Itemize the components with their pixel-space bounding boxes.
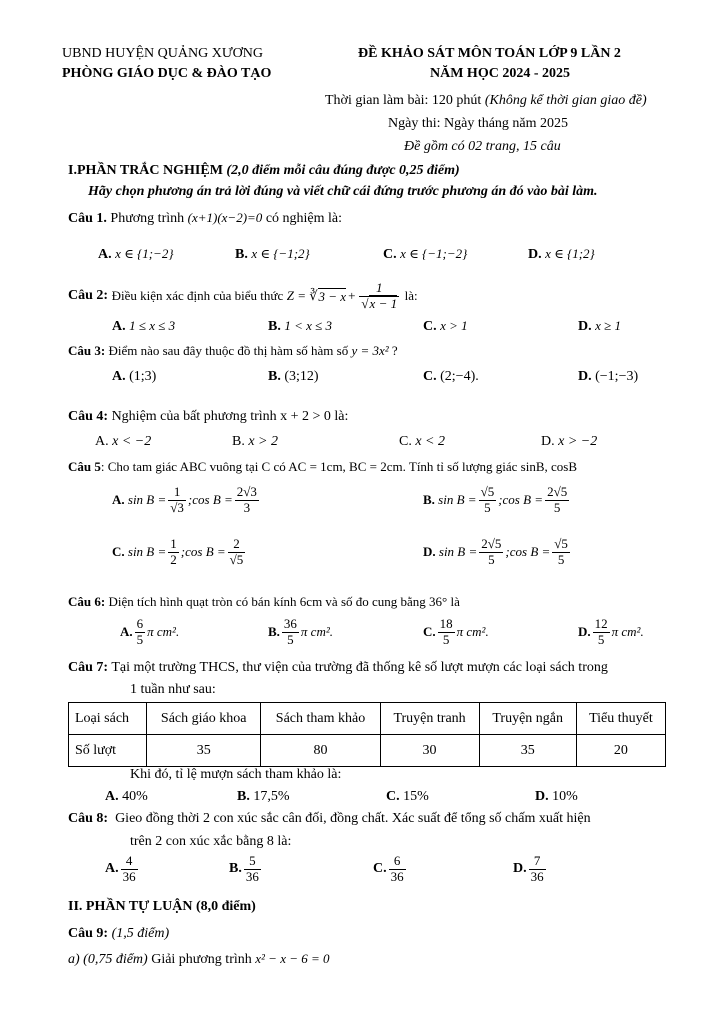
question-5	[68, 459, 577, 475]
header-office: PHÒNG GIÁO DỤC & ĐÀO TẠO	[62, 66, 272, 81]
q3-option-c: C. (2;−4).	[423, 369, 479, 384]
q3-option-b: B. (3;12)	[268, 369, 319, 384]
q6-option-d: D. $\frac{12}{5}$ π cm².	[578, 616, 644, 647]
table-header-cell: Tiểu thuyết	[576, 703, 665, 735]
q7-table	[68, 702, 666, 767]
q4-option-d: D. x > −2	[541, 434, 598, 449]
q2-fraction	[359, 281, 399, 312]
q2-expr-lhs: Z = ∛	[286, 288, 318, 303]
part1-instruction: Hãy chọn phương án trả lời đúng và viết chữ cái đứng trước phương án đó vào bài làm.	[88, 184, 598, 199]
q7-label: Câu 7:	[68, 660, 109, 675]
q9a-points: a) (0,75 điểm)	[68, 952, 148, 967]
q3-expr: y = 3x²	[351, 343, 389, 358]
q8-text-line2: trên 2 con xúc xắc bằng 8 là:	[130, 834, 292, 849]
table-cell: 35	[479, 735, 576, 767]
q2-option-c: C. x > 1	[423, 318, 468, 334]
q7-text-line1: Tại một trường THCS, thư viện của trường đã thống kê số lượt mượn các loại sách trong	[111, 660, 608, 675]
q6-label: Câu 6:	[68, 594, 106, 609]
table-header-cell: Sách giáo khoa	[146, 703, 261, 735]
q8-option-d: D. $\frac{7}{36}$	[513, 853, 544, 884]
q7-option-b: B. 17,5%	[237, 789, 290, 804]
q1-text: Phương trình	[110, 211, 185, 226]
q9a-text: Giải phương trình	[151, 952, 252, 967]
q2-label: Câu 2:	[68, 288, 109, 303]
school-year: NĂM HỌC 2024 - 2025	[430, 66, 570, 81]
q8-label: Câu 8:	[68, 811, 109, 826]
q1-option-c: C. x ∈ {−1;−2}	[383, 246, 468, 262]
table-cell: 30	[380, 735, 479, 767]
question-9	[68, 926, 169, 942]
question-3	[68, 343, 398, 359]
q1-suffix: có nghiệm là:	[265, 211, 343, 226]
table-cell: 80	[261, 735, 380, 767]
q2-radicand: 3 − x	[318, 288, 347, 304]
q8-option-c: C. $\frac{6}{36}$	[373, 853, 404, 884]
q9-part-a	[68, 951, 330, 968]
table-row	[69, 703, 666, 735]
q3-option-a: A. (1;3)	[112, 369, 157, 384]
q3-label: Câu 3:	[68, 343, 106, 358]
exam-title: ĐỀ KHẢO SÁT MÔN TOÁN LỚP 9 LẦN 2	[358, 46, 621, 61]
pages-note: Đề gồm có 02 trang, 15 câu	[404, 139, 561, 154]
q7-option-d: D. 10%	[535, 789, 578, 804]
q9-points: (1,5 điểm)	[111, 926, 170, 941]
table-cell: Số lượt	[69, 735, 147, 767]
table-cell: 35	[146, 735, 261, 767]
part1-title: I.PHẦN TRẮC NGHIỆM	[68, 163, 223, 178]
q1-expr: (x+1)(x−2)=0	[187, 210, 263, 225]
q1-option-b: B. x ∈ {−1;2}	[235, 246, 310, 262]
q6-option-c: C. $\frac{18}{5}$ π cm².	[423, 616, 489, 647]
q4-option-c: C. x < 2	[399, 434, 446, 449]
q1-label: Câu 1.	[68, 211, 107, 226]
part1-heading	[68, 163, 460, 179]
q9-label: Câu 9:	[68, 926, 109, 941]
q2-option-b: B. 1 < x ≤ 3	[268, 318, 333, 334]
table-header-cell: Truyện ngắn	[479, 703, 576, 735]
table-header-cell: Truyện tranh	[380, 703, 479, 735]
question-7	[68, 660, 608, 676]
question-8	[68, 811, 591, 827]
q7-text-line2: 1 tuần như sau:	[130, 682, 216, 697]
q2-frac-den: √x − 1	[361, 295, 398, 311]
table-header-cell: Loại sách	[69, 703, 147, 735]
part2-title: II. PHẦN TỰ LUẬN (8,0 điểm)	[68, 899, 256, 914]
q1-option-a: A. x ∈ {1;−2}	[98, 246, 174, 262]
question-6	[68, 594, 460, 610]
q1-option-d: D. x ∈ {1;2}	[528, 246, 595, 262]
q3-text: Điểm nào sau đây thuộc đồ thị hàm số hàm số	[108, 343, 349, 358]
q9a-expr: x² − x − 6 = 0	[255, 951, 330, 966]
q6-text: Diện tích hình quạt tròn có bán kính 6cm và số đo cung bằng 36° là	[108, 594, 460, 609]
q4-text: Nghiệm của bất phương trình x + 2 > 0 là:	[111, 409, 349, 424]
duration-note: (Không kể thời gian giao đề)	[484, 93, 647, 108]
q4-option-b: B. x > 2	[232, 434, 279, 449]
q8-text-line1: Gieo đồng thời 2 con xúc sắc cân đối, đồng chất. Xác suất để tổng số chấm xuất hiện	[115, 811, 591, 826]
q2-suffix: là:	[404, 288, 418, 303]
q8-option-b: B. $\frac{5}{36}$	[229, 853, 259, 884]
part1-note: (2,0 điểm mỗi câu đúng được 0,25 điểm)	[226, 163, 460, 178]
table-cell: 20	[576, 735, 665, 767]
q2-option-a: A. 1 ≤ x ≤ 3	[112, 318, 176, 334]
duration-text: Thời gian làm bài: 120 phút	[325, 93, 482, 108]
q2-option-d: D. x ≥ 1	[578, 318, 622, 334]
q7-option-c: C. 15%	[386, 789, 429, 804]
question-1	[68, 210, 342, 227]
q6-option-b: B. $\frac{36}{5}$ π cm².	[268, 616, 333, 647]
q3-option-d: D. (−1;−3)	[578, 369, 639, 384]
header-department: UBND HUYỆN QUẢNG XƯƠNG	[62, 46, 264, 61]
q7-question: Khi đó, tỉ lệ mượn sách tham khảo là:	[130, 767, 342, 782]
q2-frac-num: 1	[359, 281, 399, 297]
question-4	[68, 409, 348, 425]
q4-option-a: A. x < −2	[95, 434, 152, 449]
q5-text: : Cho tam giác ABC vuông tại C có AC = 1cm, BC = 2cm. Tính tỉ số lượng giác sinB, cosB	[100, 459, 577, 474]
q6-option-a: A. $\frac{6}{5}$ π cm².	[120, 616, 180, 647]
table-row	[69, 735, 666, 767]
exam-duration	[325, 93, 647, 109]
q2-plus: +	[348, 288, 356, 303]
q5-option-c: C. sin B = $\frac{1}{2}$ ;cos B = $\frac{2}{√5}$	[112, 536, 244, 567]
q5-option-d: D. sin B = $\frac{2√5}{5}$ ;cos B = $\frac{√5}{5}$	[423, 536, 568, 567]
q8-option-a: A. $\frac{4}{36}$	[105, 853, 136, 884]
q5-option-b: B. sin B = $\frac{√5}{5}$ ;cos B = $\frac{2√5}{5}$	[423, 484, 568, 515]
q2-text: Điều kiện xác định của biểu thức	[111, 288, 284, 303]
exam-date: Ngày thi: Ngày tháng năm 2025	[388, 116, 569, 131]
q7-option-a: A. 40%	[105, 789, 148, 804]
q3-suffix: ?	[391, 343, 398, 358]
q5-label: Câu 5	[68, 459, 101, 474]
q4-label: Câu 4:	[68, 409, 109, 424]
table-header-cell: Sách tham khảo	[261, 703, 380, 735]
q5-option-a: A. sin B = $\frac{1}{√3}$ ;cos B = $\frac{2√3}{3}$	[112, 484, 257, 515]
question-2	[68, 276, 418, 316]
